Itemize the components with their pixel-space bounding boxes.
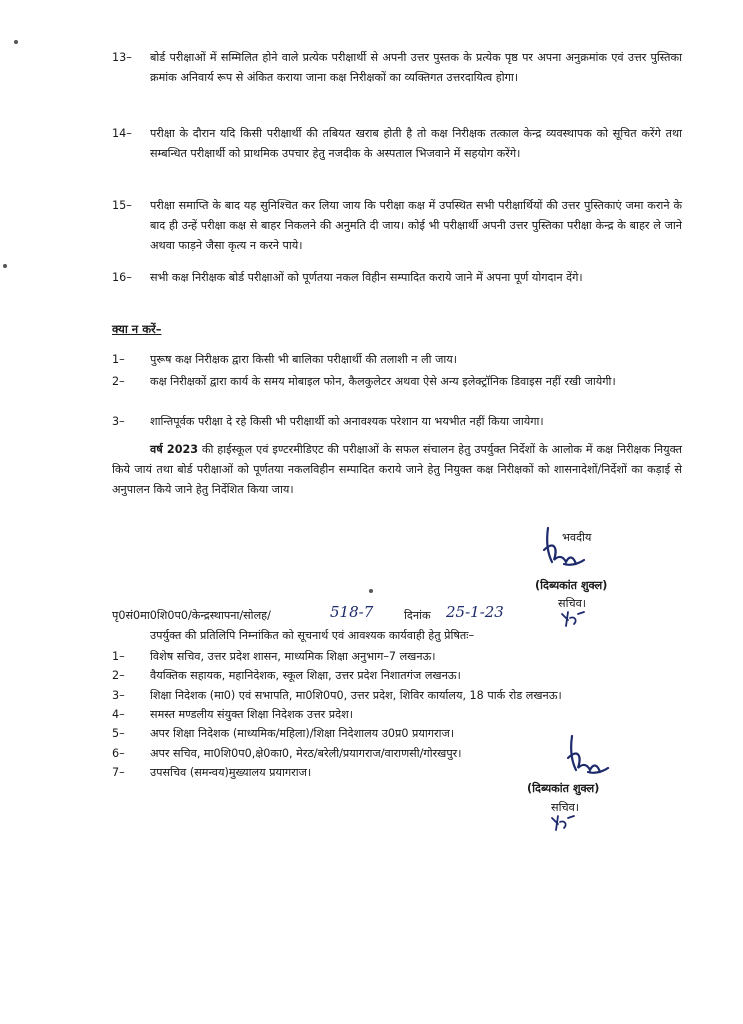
signatory-designation: सचिव। [558, 597, 587, 610]
item-text: सभी कक्ष निरीक्षक बोर्ड परीक्षाओं को पूर्णतया नकल विहीन सम्पादित कराये जाने में अपना पूर्ण योगदान देंगे। [150, 271, 583, 284]
item-number: 15– [112, 199, 132, 212]
initials-mark [558, 608, 588, 630]
item-text: शान्तिपूर्वक परीक्षा दे रहे किसी भी परीक्षार्थी को अनावश्यक परेशान या भयभीत नहीं किया जायेगा। [150, 415, 544, 428]
instruction-item [112, 268, 682, 288]
item-number: 16– [112, 271, 132, 284]
reference-number: 518-7 [330, 603, 374, 621]
closing-paragraph [112, 440, 682, 500]
item-number: 6– [112, 747, 125, 760]
instruction-item [112, 48, 682, 88]
item-text: अपर शिक्षा निदेशक (माध्यमिक/महिला)/शिक्षा निदेशालय उ0प्र0 प्रयागराज। [150, 727, 455, 740]
date-value: 25-1-23 [446, 603, 504, 621]
item-number: 1– [112, 650, 125, 663]
item-number: 2– [112, 669, 125, 682]
copy-list-item [112, 686, 692, 705]
date-label: दिनांक [404, 609, 431, 622]
item-number: 4– [112, 708, 125, 721]
initials-mark [548, 812, 578, 834]
reference-line [112, 608, 271, 623]
instruction-item [112, 196, 682, 256]
closing-text: की हाईस्कूल एवं इण्टरमीडिएट की परीक्षाओं के सफल संचालन हेतु उपर्युक्त निर्देशों के आलोक में कक्ष निरीक्षक नियुक्त किये जायं तथा बोर्ड परीक्षाओं को पूर्णतया नकलविहीन सम्पादित कराये जाने हेतु नियुक्त कक्ष निरीक्षकों को शासनादेशों/निर्देशों का कड़ाई से अनुपालन किये जाने हेतु निर्देशित किया जाय। [112, 443, 683, 496]
punch-hole-mark [14, 40, 18, 44]
salutation: भवदीय [562, 531, 592, 544]
center-mark [369, 589, 373, 593]
dont-item [112, 350, 682, 370]
dont-heading: क्या न करें– [112, 322, 162, 336]
item-number: 5– [112, 727, 125, 740]
copy-intro: उपर्युक्त की प्रतिलिपि निम्नांकित को सूचनार्थ एवं आवश्यक कार्यवाही हेतु प्रेषितः– [150, 629, 475, 642]
signatory-name: (दिब्यकांत शुक्ल) [527, 782, 600, 795]
item-text: पुरूष कक्ष निरीक्षक द्वारा किसी भी बालिका परीक्षार्थी की तलाशी न ली जाय। [150, 353, 458, 366]
item-text: बोर्ड परीक्षाओं में सम्मिलित होने वाले प्रत्येक परीक्षार्थी से अपनी उत्तर पुस्तक के प्रत्येक पृष्ठ पर अपना अनुक्रमांक एवं उत्तर पुस्तिका क्रमांक अनिवार्य रूप से अंकित कराया जाना कक्ष निरीक्षकों का व्यक्तिगत उत्तरदायित्व होगा। [150, 51, 682, 84]
handwritten-signature [560, 730, 610, 778]
instruction-item [112, 124, 682, 164]
dont-item [112, 372, 682, 392]
item-text: कक्ष निरीक्षकों द्वारा कार्य के समय मोबाइल फोन, कैलकुलेटर अथवा ऐसे अन्य इलेक्ट्रॉनिक डिवाइस नहीं रखी जायेगी। [150, 375, 616, 388]
item-text: शिक्षा निदेशक (मा0) एवं सभापति, मा0शि0प0, उत्तर प्रदेश, शिविर कार्यालय, 18 पार्क रोड लखनऊ। [150, 689, 562, 702]
item-text: परीक्षा समाप्ति के बाद यह सुनिश्चित कर लिया जाय कि परीक्षा कक्ष में उपस्थित सभी परीक्षार्थियों की उत्तर पुस्तिकाएं जमा कराने के बाद ही उन्हें परीक्षा कक्ष से बाहर निकलने की अनुमति दी जाय। कोई भी परीक्षार्थी अपनी उत्तर पुस्तिका परीक्षा केन्द्र के बाहर ले जाने अथवा फाड़ने जैसा कृत्य न करने पाये। [150, 199, 682, 252]
item-number: 3– [112, 689, 125, 702]
item-number: 13– [112, 51, 132, 64]
item-number: 3– [112, 415, 125, 428]
copy-list-item [112, 647, 692, 666]
copy-list-item [112, 666, 692, 685]
item-text: परीक्षा के दौरान यदि किसी परीक्षार्थी की तबियत खराब होती है तो कक्ष निरीक्षक तत्काल केन्द्र व्यवस्थापक को सूचित करेंगे तथा सम्बन्धित परीक्षार्थी को प्राथमिक उपचार हेतु नजदीक के अस्पताल भिजवाने में सहयोग करेंगे। [150, 127, 682, 160]
dont-item [112, 412, 682, 432]
item-number: 7– [112, 766, 125, 779]
item-text: उपसचिव (समन्वय)मुख्यालय प्रयागराज। [150, 766, 312, 779]
item-text: वैयक्तिक सहायक, महानिदेशक, स्कूल शिक्षा, उत्तर प्रदेश निशातगंज लखनऊ। [150, 669, 461, 682]
signatory-designation: सचिव। [551, 801, 580, 814]
signatory-name: (दिब्यकांत शुक्ल) [535, 579, 608, 592]
item-text: अपर सचिव, मा0शि0प0,क्षे0का0, मेरठ/बरेली/प्रयागराज/वाराणसी/गोरखपुर। [150, 747, 462, 760]
item-number: 1– [112, 353, 125, 366]
item-number: 2– [112, 375, 125, 388]
closing-lead: वर्ष 2023 [150, 443, 199, 456]
item-text: समस्त मण्डलीय संयुक्त शिक्षा निदेशक उत्तर प्रदेश। [150, 708, 353, 721]
punch-hole-mark [3, 264, 7, 268]
handwritten-signature [538, 520, 588, 570]
copy-list-item [112, 705, 692, 724]
item-number: 14– [112, 127, 132, 140]
item-text: विशेष सचिव, उत्तर प्रदेश शासन, माध्यमिक शिक्षा अनुभाग–7 लखनऊ। [150, 650, 436, 663]
reference-prefix: पृ0सं0मा0शि0प0/केन्द्रस्थापना/सोलह/ [112, 609, 271, 622]
